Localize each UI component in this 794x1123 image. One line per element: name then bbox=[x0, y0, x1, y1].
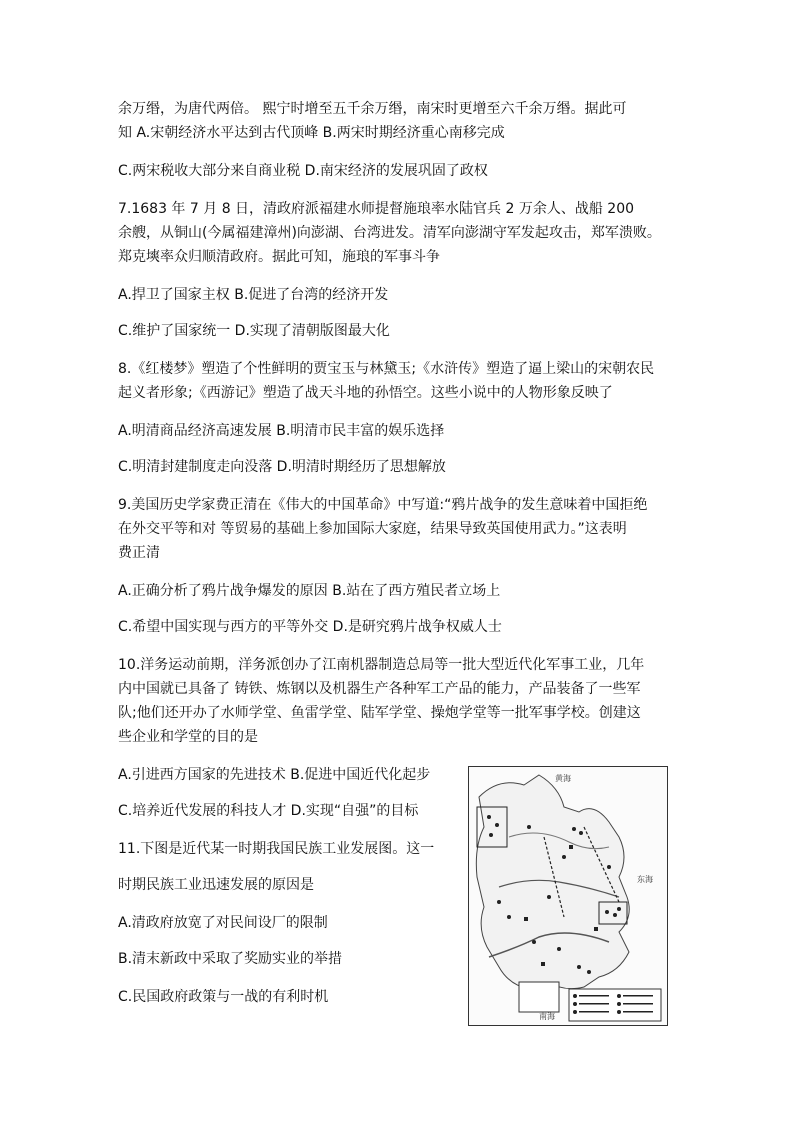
question-10-line: 内中国就已具备了 铸铁、炼钢以及机器生产各种军工产品的能力，产品装备了一些军 bbox=[118, 681, 641, 697]
question-9-line: 9.美国历史学家费正清在《伟大的中国革命》中写道:“鸦片战争的发生意味着中国拒绝 bbox=[118, 497, 648, 513]
national-industry-map bbox=[468, 766, 668, 1026]
map-label-sea: 黄海 bbox=[555, 774, 571, 783]
question-9-line: 费正清 bbox=[118, 545, 160, 561]
map-label-sea: 东海 bbox=[637, 875, 653, 884]
map-label-sea: 南海 bbox=[539, 1012, 555, 1021]
text-line: 知 A.宋朝经济水平达到古代顶峰 B.两宋时期经济重心南移完成 bbox=[118, 125, 505, 141]
question-7-line: 余艘，从铜山(今属福建漳州)向澎湖、台湾进发。清军向澎湖守军发起攻击，郑军溃败。 bbox=[118, 225, 661, 241]
question-10-line: 10.洋务运动前期，洋务派创办了江南机器制造总局等一批大型近代化军事工业，几年 bbox=[118, 657, 645, 673]
option-line: A.正确分析了鸦片战争爆发的原因 B.站在了西方殖民者立场上 bbox=[118, 583, 501, 599]
option-line: C.维护了国家统一 D.实现了清朝版图最大化 bbox=[118, 323, 390, 339]
option-line: C.希望中国实现与西方的平等外交 D.是研究鸦片战争权威人士 bbox=[118, 619, 502, 635]
option-line: B.清末新政中采取了奖励实业的举措 bbox=[118, 951, 343, 967]
question-7-line: 郑克塽率众归顺清政府。据此可知，施琅的军事斗争 bbox=[118, 249, 440, 265]
option-line: C.培养近代发展的科技人才 D.实现“自强”的目标 bbox=[118, 803, 419, 819]
option-line: C.明清封建制度走向没落 D.明清时期经历了思想解放 bbox=[118, 459, 446, 475]
option-line: A.清政府放宽了对民间设厂的限制 bbox=[118, 915, 328, 931]
question-10-line: 些企业和学堂的目的是 bbox=[118, 729, 258, 745]
text-line: C.两宋税收大部分来自商业税 D.南宋经济的发展巩固了政权 bbox=[118, 163, 488, 179]
question-9-line: 在外交平等和对 等贸易的基础上参加国际大家庭，结果导致英国使用武力。”这表明 bbox=[118, 521, 627, 537]
option-line: A.捍卫了国家主权 B.促进了台湾的经济开发 bbox=[118, 287, 389, 303]
question-10-line: 队;他们还开办了水师学堂、鱼雷学堂、陆军学堂、操炮学堂等一批军事学校。创建这 bbox=[118, 705, 641, 721]
question-11-line: 时期民族工业迅速发展的原因是 bbox=[118, 877, 314, 893]
question-8-line: 起义者形象;《西游记》塑造了战天斗地的孙悟空。这些小说中的人物形象反映了 bbox=[118, 385, 613, 401]
option-line: A.明清商品经济高速发展 B.明清市民丰富的娱乐选择 bbox=[118, 423, 445, 439]
question-7-line: 7.1683 年 7 月 8 日，清政府派福建水师提督施琅率水陆官兵 2 万余人、战船 200 bbox=[118, 201, 635, 217]
option-line: C.民国政府政策与一战的有利时机 bbox=[118, 989, 329, 1005]
question-8-line: 8.《红楼梦》塑造了个性鲜明的贾宝玉与林黛玉;《水浒传》塑造了逼上梁山的宋朝农民 bbox=[118, 361, 655, 377]
text-line: 余万缗，为唐代两倍。 熙宁时增至五千余万缗，南宋时更增至六千余万缗。据此可 bbox=[118, 101, 627, 117]
option-line: A.引进西方国家的先进技术 B.促进中国近代化起步 bbox=[118, 767, 431, 783]
question-11-line: 11.下图是近代某一时期我国民族工业发展图。这一 bbox=[118, 841, 435, 857]
